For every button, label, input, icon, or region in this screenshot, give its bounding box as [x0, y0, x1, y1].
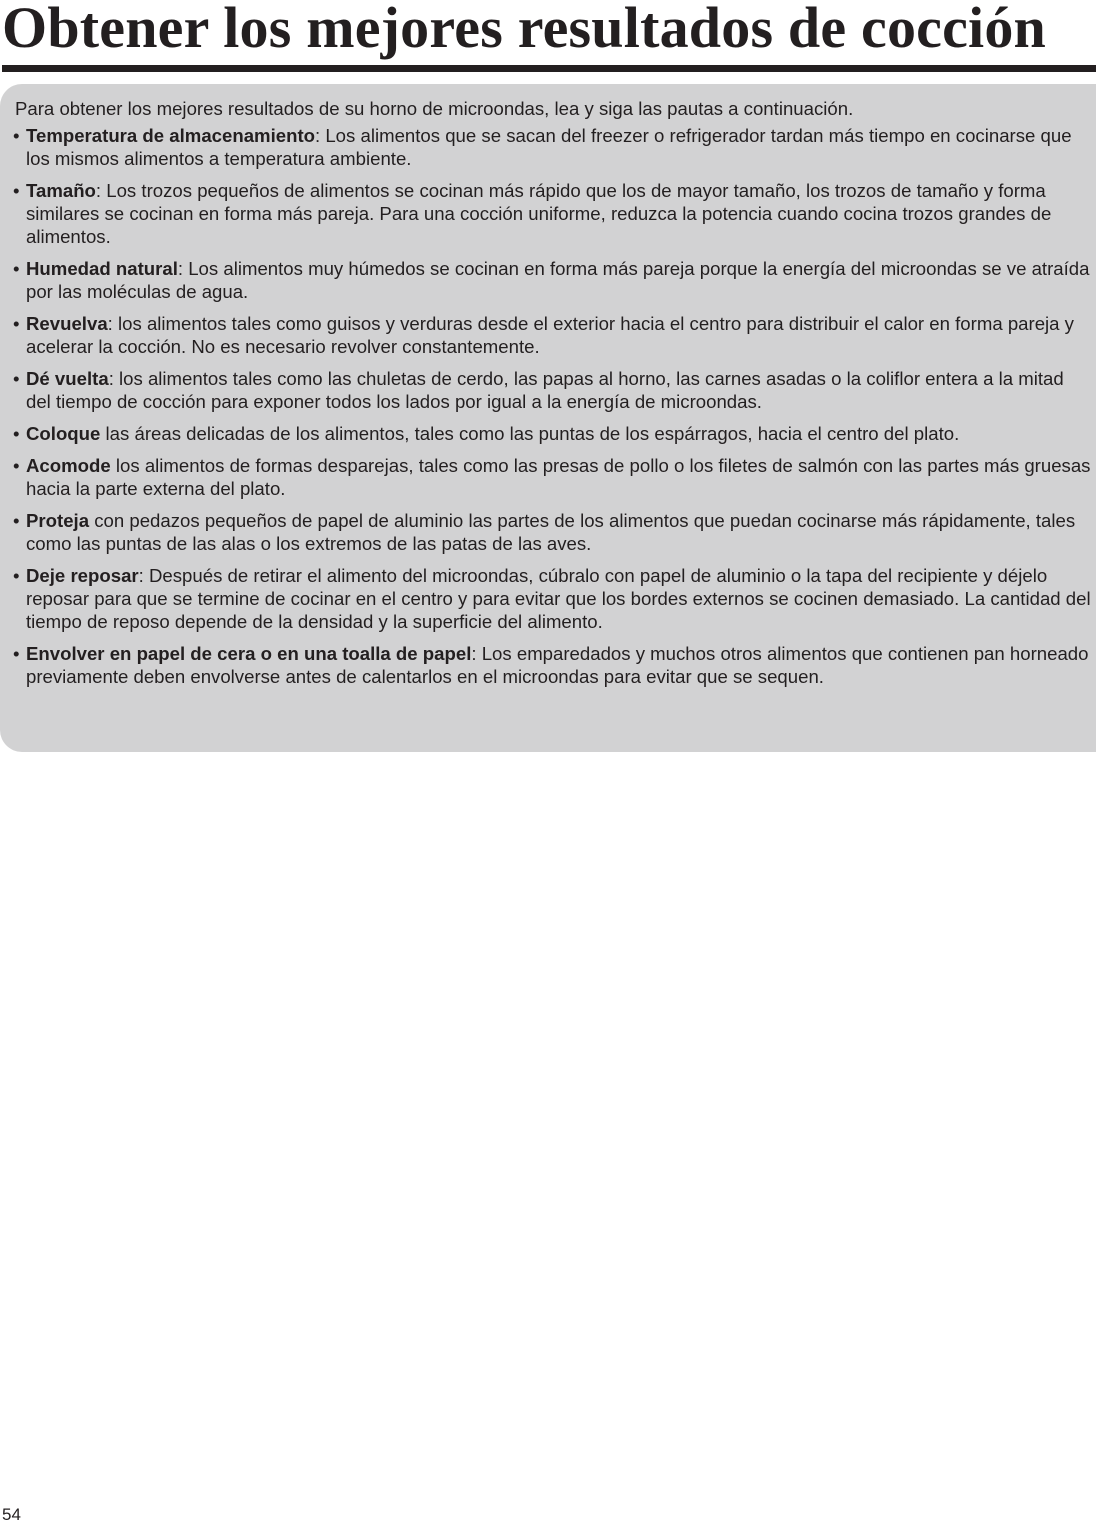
tip-item-arrange: [15, 454, 1092, 500]
tip-term: Revuelva: [26, 313, 108, 334]
bullet-icon: •: [13, 565, 20, 586]
tip-item-stir: [15, 312, 1092, 358]
tip-text: con pedazos pequeños de papel de aluminio las partes de los alimentos que puedan cocinarse más rápidamente, tales como las puntas de las alas o los extremos de las patas de las aves.: [26, 510, 1076, 554]
bullet-icon: •: [13, 510, 20, 531]
bullet-icon: •: [13, 125, 20, 146]
tip-term: Coloque: [26, 423, 101, 444]
tip-text: : los alimentos tales como las chuletas de cerdo, las papas al horno, las carnes asadas o la coliflor entera a la mitad del tiempo de cocción para exponer todos los lados por igual a la energía de microondas.: [26, 368, 1064, 412]
intro-text: Para obtener los mejores resultados de su horno de microondas, lea y siga las pautas a continuación.: [15, 98, 854, 119]
tip-term: Tamaño: [26, 180, 96, 201]
tip-text: los alimentos de formas desparejas, tales como las presas de pollo o los filetes de salmón con las partes más gruesas hacia la parte externa del plato.: [26, 455, 1091, 499]
tip-term: Dé vuelta: [26, 368, 109, 389]
tip-term: Humedad natural: [26, 258, 178, 279]
tip-text: : Los emparedados y muchos otros alimentos que contienen pan horneado previamente deben envolverse antes de calentarlos en el microondas para evitar que se sequen.: [26, 643, 1089, 687]
tips-panel: [0, 84, 1096, 752]
tip-term: Temperatura de almacenamiento: [26, 125, 315, 146]
tip-text: las áreas delicadas de los alimentos, tales como las puntas de los espárragos, hacia el centro del plato.: [100, 423, 960, 444]
bullet-icon: •: [13, 313, 20, 334]
bullet-icon: •: [13, 258, 20, 279]
tip-item-size: [15, 179, 1092, 248]
tip-term: Deje reposar: [26, 565, 139, 586]
bullet-icon: •: [13, 455, 20, 476]
page-title: Obtener los mejores resultados de cocción: [2, 0, 1047, 60]
tip-text: : Los alimentos que se sacan del freezer o refrigerador tardan más tiempo en cocinarse que los mismos alimentos a temperatura ambiente.: [26, 125, 1072, 169]
tip-item-shield: [15, 509, 1092, 555]
tip-item-natural-moisture: [15, 257, 1092, 303]
tip-item-wrap: [15, 642, 1092, 688]
tip-term: Acomode: [26, 455, 111, 476]
tip-term: Proteja: [26, 510, 90, 531]
title-rule: [2, 65, 1096, 72]
page-number: 54: [2, 1505, 21, 1524]
bullet-icon: •: [13, 368, 20, 389]
tips-list: [15, 124, 1096, 688]
tip-text: : Los trozos pequeños de alimentos se cocinan más rápido que los de mayor tamaño, los trozos de tamaño y forma similares se cocinan en forma más pareja. Para una cocción uniforme, reduzca la potencia cuando cocina trozos grandes de alimentos.: [26, 180, 1052, 247]
bullet-icon: •: [13, 423, 20, 444]
tip-text: : Los alimentos muy húmedos se cocinan en forma más pareja porque la energía del microondas se ve atraída por las moléculas de agua.: [26, 258, 1090, 302]
tip-item-storage-temperature: [15, 124, 1092, 170]
tip-text: : Después de retirar el alimento del microondas, cúbralo con papel de aluminio o la tapa del recipiente y déjelo reposar para que se termine de cocinar en el centro y para evitar que los bordes externos se cocinen demasiado. La cantidad del tiempo de reposo depende de la densidad y la superficie del alimento.: [26, 565, 1091, 632]
tip-item-place: [15, 422, 1092, 445]
tip-item-turn-over: [15, 367, 1092, 413]
bullet-icon: •: [13, 180, 20, 201]
tip-term: Envolver en papel de cera o en una toalla de papel: [26, 643, 472, 664]
bullet-icon: •: [13, 643, 20, 664]
tip-text: : los alimentos tales como guisos y verduras desde el exterior hacia el centro para distribuir el calor en forma pareja y acelerar la cocción. No es necesario revolver constantemente.: [26, 313, 1074, 357]
tip-item-let-stand: [15, 564, 1092, 633]
